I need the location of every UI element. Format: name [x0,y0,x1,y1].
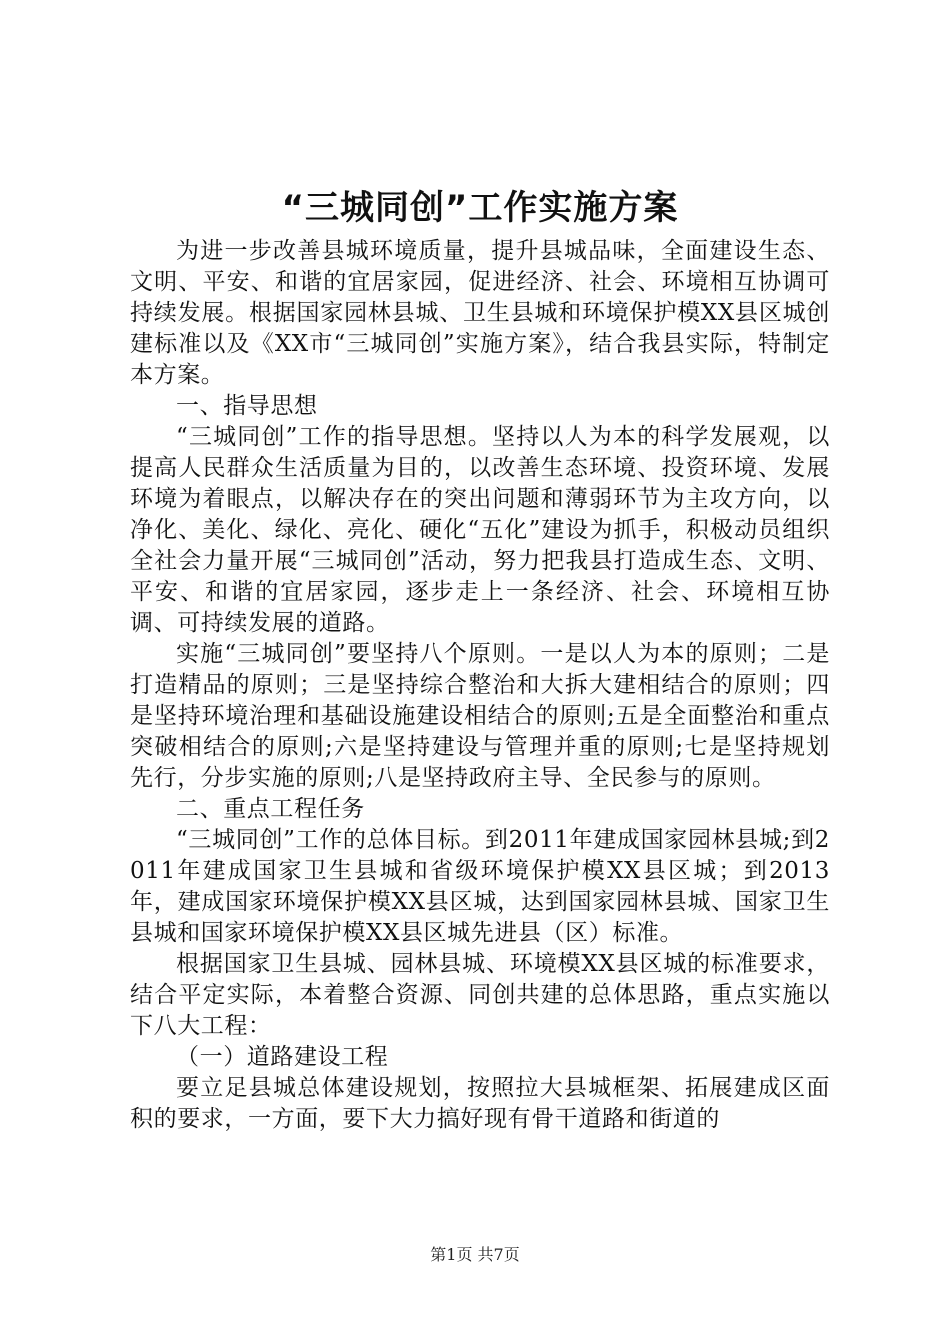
subsection-heading-road-construction: （一）道路建设工程 [176,1044,389,1070]
document-body [130,182,830,1135]
section-heading-guiding-ideology: 一、指导思想 [176,393,318,419]
guiding-ideology-paragraph: “三城同创”工作的指导思想。坚持以人为本的科学发展观，以提高人民群众生活质量为目的，以改善生态环境、投资环境、发展环境为着眼点，以解决存在的突出问题和薄弱环节为主攻方向，以净化、美化、绿化、亮化、硬化“五化”建设为抓手，积极动员组织全社会力量开展“三城同创”活动，努力把我县打造成生态、文明、平安、和谐的宜居家园，逐步走上一条经济、社会、环境相互协调、可持续发展的道路。 [130,424,830,636]
eight-projects-paragraph: 根据国家卫生县城、园林县城、环境模XX县区城的标准要求，结合平定实际，本着整合资源、同创共建的总体思路，重点实施以下八大工程： [130,951,830,1039]
principles-paragraph: 实施“三城同创”要坚持八个原则。一是以人为本的原则；二是打造精品的原则；三是坚持综合整治和大拆大建相结合的原则；四是坚持环境治理和基础设施建设相结合的原则;五是全面整治和重点突破相结合的原则;六是坚持建设与管理并重的原则;七是坚持规划先行，分步实施的原则;八是坚持政府主导、全民参与的原则。 [130,641,830,791]
page-number-footer: 第1页 共7页 [430,1245,520,1264]
intro-paragraph: 为进一步改善县城环境质量，提升县城品味，全面建设生态、文明、平安、和谐的宜居家园，促进经济、社会、环境相互协调可持续发展。根据国家园林县城、卫生县城和环境保护模XX县区城创建标准以及《XX市“三城同创”实施方案》，结合我县实际，特制定本方案。 [130,238,830,388]
section-heading-key-projects: 二、重点工程任务 [176,796,365,822]
document-title: “三城同创”工作实施方案 [281,188,679,228]
overall-goal-paragraph: “三城同创”工作的总体目标。到2011年建成国家园林县城;到2011年建成国家卫生县城和省级环境保护模XX县区城；到2013年，建成国家环境保护模XX县区城，达到国家园林县城、国家卫生县城和国家环境保护模XX县区城先进县（区）标准。 [130,827,830,946]
road-construction-paragraph: 要立足县城总体建设规划，按照拉大县城框架、拓展建成区面积的要求，一方面，要下大力搞好现有骨干道路和街道的 [130,1075,830,1132]
